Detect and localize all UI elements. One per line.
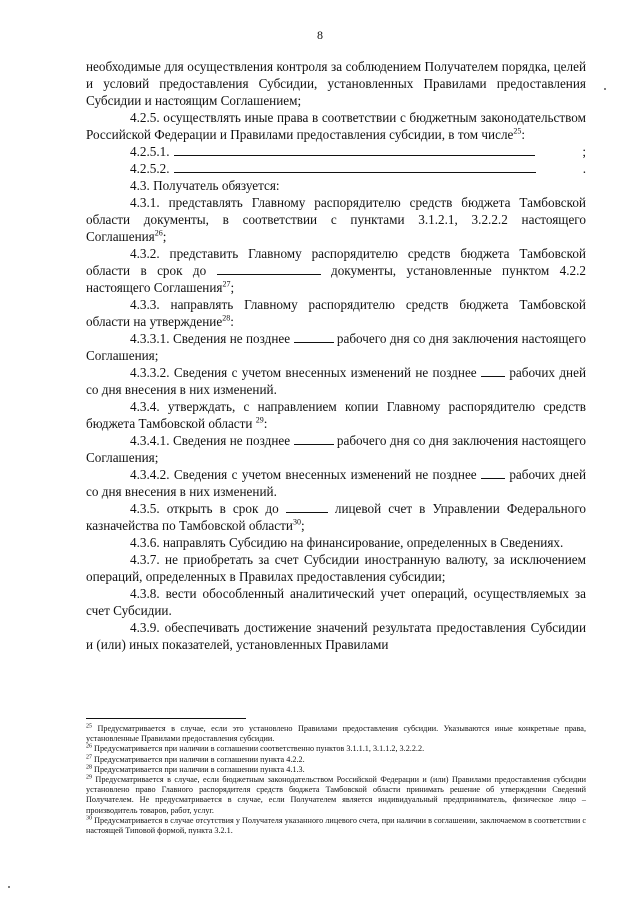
- paragraph-4-3: 4.3. Получатель обязуется:: [130, 178, 280, 193]
- blank-field: [174, 171, 536, 173]
- footnote-ref-26: 26: [154, 228, 163, 238]
- scan-speck: [8, 886, 10, 888]
- blank-field: [294, 432, 334, 445]
- paragraph-4-3-6: 4.3.6. направлять Субсидию на финансирование, определенных в Сведениях.: [130, 535, 564, 550]
- blank-field: [286, 500, 328, 513]
- paragraph-4-3-3-1: 4.3.3.1. Сведения не позднее рабочего дня со дня заключения настоящего Соглашения;: [86, 331, 587, 363]
- paragraph-4-2-5-2: 4.2.5.2. .: [130, 161, 586, 176]
- paragraph-4-3-3: 4.3.3. направлять Главному распорядителю средств бюджета Тамбовской области на утверждение$^{28}$:: [86, 297, 586, 329]
- footnote-30: $^{30}$ Предусматривается в случае отсутствия у Получателя указанного лицевого счета, при наличии в соглашении, заключаемом в соответствии с настоящей Типовой формой, пункта 3.2.1.: [86, 815, 587, 836]
- footnote-ref-29: 29: [255, 415, 264, 425]
- paragraph-4-3-4-2: 4.3.4.2. Сведения с учетом внесенных изменений не позднее рабочих дней со дня внесения в них изменений.: [86, 467, 587, 499]
- footnotes: [86, 724, 586, 836]
- footnote-ref-27: 27: [222, 279, 231, 289]
- paragraph-4-3-1: 4.3.1. представлять Главному распорядителю средств бюджета Тамбовской области документы, в соответствии с пунктами 3.1.2.1, 3.2.2.2 настоящего Соглашения$^{26}$;: [86, 195, 586, 244]
- blank-field: [294, 330, 334, 343]
- footnote-25: $^{25}$ Предусматривается в случае, если это установлено Правилами предоставления субсидии. Указываются иные конкретные права, установленные Правилами предоставления субсидии.: [86, 723, 586, 744]
- footnote-ref-28: 28: [222, 313, 231, 323]
- footnote-ref-25: 25: [513, 126, 522, 136]
- footnote-29: $^{29}$ Предусматривается в случае, если бюджетным законодательством Российской Федерации и (или) Правилами предоставления субсидии установлено право Главного распорядителя средств бюджета Тамбовской области принимать решение об утверждении Сведений Получателем. Не предусматривается в случае, если Получателем является индивидуальный предприниматель, физическое лицо – производитель товаров, работ, услуг.: [86, 774, 586, 815]
- paragraph-4-3-4-1: 4.3.4.1. Сведения не позднее рабочего дня со дня заключения настоящего Соглашения;: [86, 433, 587, 465]
- page-number: 8: [317, 28, 323, 42]
- paragraph-continuation: необходимые для осуществления контроля за соблюдением Получателем порядка, целей и условий предоставления Субсидии, установленных Правилами предоставления Субсидии и настоящим Соглашением;: [86, 59, 586, 108]
- paragraph-4-3-4: 4.3.4. утверждать, с направлением копии Главному распорядителю средств бюджета Тамбовской области $^{29}$:: [86, 399, 586, 431]
- blank-field: [481, 364, 505, 377]
- blank-field: [481, 466, 505, 479]
- scan-speck: [604, 88, 606, 90]
- paragraph-4-3-8: 4.3.8. вести обособленный аналитический учет операций, осуществляемых за счет Субсидии.: [86, 586, 586, 618]
- footnote-ref-30: 30: [292, 517, 301, 527]
- footnote-26: $^{26}$ Предусматривается при наличии в соглашении соответственно пунктов 3.1.1.1, 3.1.1.2, 3.2.2.2.: [86, 743, 425, 754]
- footnote-27: $^{27}$ Предусматривается при наличии в соглашении пункта 4.2.2.: [86, 753, 305, 764]
- paragraph-4-3-3-2: 4.3.3.2. Сведения с учетом внесенных изменений не позднее рабочих дней со дня внесения в них изменений.: [86, 365, 587, 397]
- paragraph-4-3-7: 4.3.7. не приобретать за счет Субсидии иностранную валюту, за исключением операций, определенных в Правилах предоставления субсидии;: [86, 552, 586, 584]
- paragraph-4-3-5: 4.3.5. открыть в срок до лицевой счет в Управлении Федерального казначейства по Тамбовской области$^{30}$;: [86, 501, 586, 533]
- paragraph-4-3-9: 4.3.9. обеспечивать достижение значений результата предоставления Субсидии и (или) иных показателей, установленных Правилами: [86, 620, 586, 652]
- paragraph-4-3-2: 4.3.2. представить Главному распорядителю средств бюджета Тамбовской области в срок до документы, установленные пунктом 4.2.2 настоящего Соглашения$^{27}$;: [86, 246, 587, 295]
- paragraph-4-2-5: 4.2.5. осуществлять иные права в соответствии с бюджетным законодательством Российской Федерации и Правилами предоставления субсидии, в том числе$^{25}$:: [86, 110, 586, 142]
- footnote-separator: [86, 718, 246, 719]
- paragraph-4-2-5-1: 4.2.5.1. ;: [130, 144, 586, 159]
- footnote-28: $^{28}$ Предусматривается при наличии в соглашении пункта 4.1.3.: [86, 764, 305, 774]
- blank-field: [217, 262, 321, 275]
- blank-field: [174, 154, 536, 156]
- document-body: [86, 58, 586, 653]
